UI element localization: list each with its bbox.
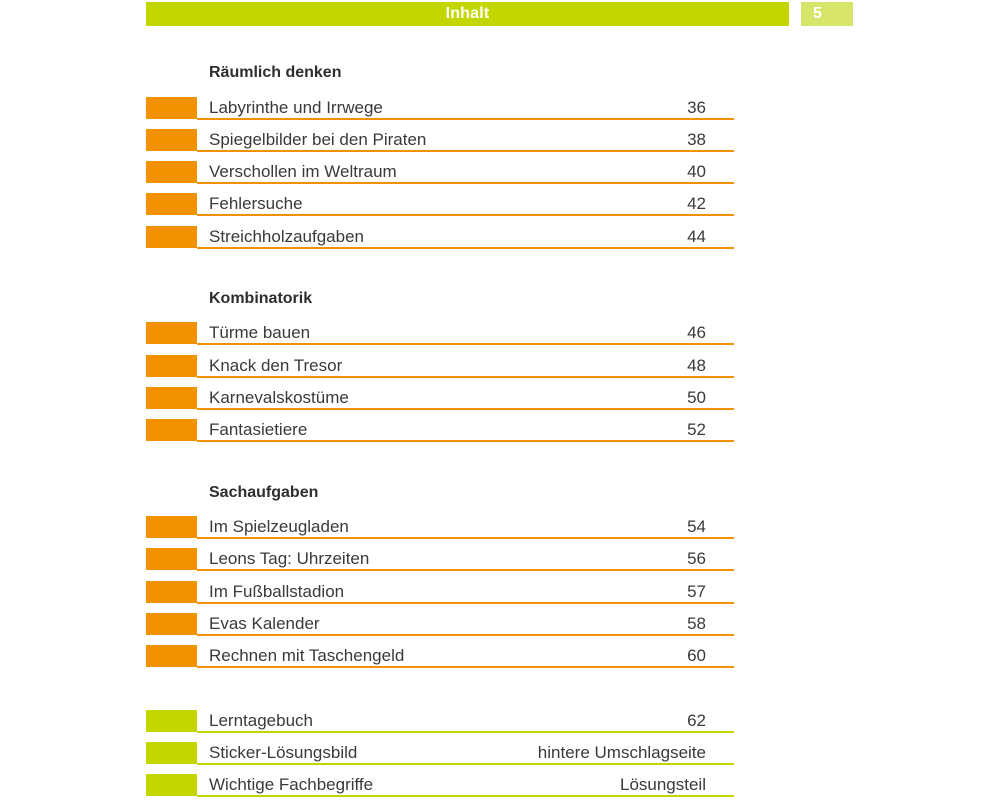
section-title-kombinatorik: Kombinatorik xyxy=(209,290,313,307)
entry-marker xyxy=(146,613,197,635)
entry-title: Sticker-Lösungsbild xyxy=(209,743,358,762)
entry-marker xyxy=(146,97,197,119)
entry-marker xyxy=(146,581,197,603)
page-number-badge xyxy=(801,2,853,26)
entry-rule xyxy=(197,537,734,539)
entry-page: 42 xyxy=(687,194,706,213)
entry-rule xyxy=(197,440,734,442)
entry-marker xyxy=(146,774,197,796)
entry-title: Knack den Tresor xyxy=(209,356,343,375)
entry-rule xyxy=(197,118,734,120)
entry-marker xyxy=(146,419,197,441)
entry-marker xyxy=(146,645,197,667)
toc-entry[interactable] xyxy=(146,386,734,410)
entry-page: hintere Umschlagseite xyxy=(537,743,706,762)
toc-entry-extra[interactable] xyxy=(146,741,734,765)
entry-page: 40 xyxy=(687,162,706,181)
entry-rule xyxy=(197,731,734,733)
entry-marker xyxy=(146,710,197,732)
entry-page: 58 xyxy=(687,614,706,633)
entry-page: 62 xyxy=(687,711,706,730)
entry-title: Karnevalskostüme xyxy=(209,388,349,407)
toc-entry[interactable] xyxy=(146,547,734,571)
entry-title: Türme bauen xyxy=(209,323,311,342)
entry-rule xyxy=(197,763,734,765)
entry-title: Fantasietiere xyxy=(209,420,308,439)
page-number: 5 xyxy=(813,5,822,22)
header-bar xyxy=(146,2,789,26)
entry-rule xyxy=(197,182,734,184)
entry-page: 56 xyxy=(687,549,706,568)
toc-entry[interactable] xyxy=(146,612,734,636)
entry-page: 57 xyxy=(687,582,706,601)
entry-marker xyxy=(146,387,197,409)
entry-marker xyxy=(146,742,197,764)
toc-entry-extra[interactable] xyxy=(146,773,734,797)
entry-rule xyxy=(197,247,734,249)
entry-page: 60 xyxy=(687,646,706,665)
section-title-raeumlich-denken: Räumlich denken xyxy=(209,64,342,81)
entry-rule xyxy=(197,634,734,636)
entry-rule xyxy=(197,408,734,410)
entry-marker xyxy=(146,129,197,151)
toc-entry[interactable] xyxy=(146,418,734,442)
entry-page: 44 xyxy=(687,227,706,246)
page-title: Inhalt xyxy=(445,5,490,22)
entry-title: Wichtige Fachbegriffe xyxy=(209,775,374,794)
toc-entry[interactable] xyxy=(146,354,734,378)
entry-page: 38 xyxy=(687,130,706,149)
toc-entry[interactable] xyxy=(146,321,734,345)
entry-rule xyxy=(197,150,734,152)
entry-rule xyxy=(197,376,734,378)
entry-title: Spiegelbilder bei den Piraten xyxy=(209,130,427,149)
entry-marker xyxy=(146,226,197,248)
entry-title: Rechnen mit Taschengeld xyxy=(209,646,405,665)
entry-marker xyxy=(146,355,197,377)
toc-entry[interactable] xyxy=(146,128,734,152)
entry-page: 54 xyxy=(687,517,706,536)
entry-page: 50 xyxy=(687,388,706,407)
toc-entry[interactable] xyxy=(146,515,734,539)
entry-title: Labyrinthe und Irrwege xyxy=(209,98,383,117)
entry-page: 46 xyxy=(687,323,706,342)
entry-title: Verschollen im Weltraum xyxy=(209,162,397,181)
entry-rule xyxy=(197,343,734,345)
entry-title: Streichholzaufgaben xyxy=(209,227,365,246)
entry-title: Leons Tag: Uhrzeiten xyxy=(209,549,370,568)
entry-rule xyxy=(197,214,734,216)
entry-marker xyxy=(146,322,197,344)
entry-marker xyxy=(146,161,197,183)
entry-title: Im Spielzeugladen xyxy=(209,517,349,536)
toc-entry[interactable] xyxy=(146,160,734,184)
entry-title: Evas Kalender xyxy=(209,614,320,633)
toc-entry[interactable] xyxy=(146,96,734,120)
entry-rule xyxy=(197,795,734,797)
entry-title: Im Fußballstadion xyxy=(209,582,345,601)
section-title-sachaufgaben: Sachaufgaben xyxy=(209,484,319,501)
toc-entry[interactable] xyxy=(146,225,734,249)
entry-rule xyxy=(197,602,734,604)
entry-rule xyxy=(197,569,734,571)
entry-page: 48 xyxy=(687,356,706,375)
toc-entry[interactable] xyxy=(146,192,734,216)
toc-entry[interactable] xyxy=(146,580,734,604)
entry-rule xyxy=(197,666,734,668)
toc-entry[interactable] xyxy=(146,644,734,668)
entry-page: 36 xyxy=(687,98,706,117)
entry-page: 52 xyxy=(687,420,706,439)
entry-marker xyxy=(146,193,197,215)
entry-marker xyxy=(146,516,197,538)
toc-entry-extra[interactable] xyxy=(146,709,734,733)
entry-marker xyxy=(146,548,197,570)
entry-page: Lösungsteil xyxy=(619,775,706,794)
entry-title: Lerntagebuch xyxy=(209,711,313,730)
entry-title: Fehlersuche xyxy=(209,194,303,213)
